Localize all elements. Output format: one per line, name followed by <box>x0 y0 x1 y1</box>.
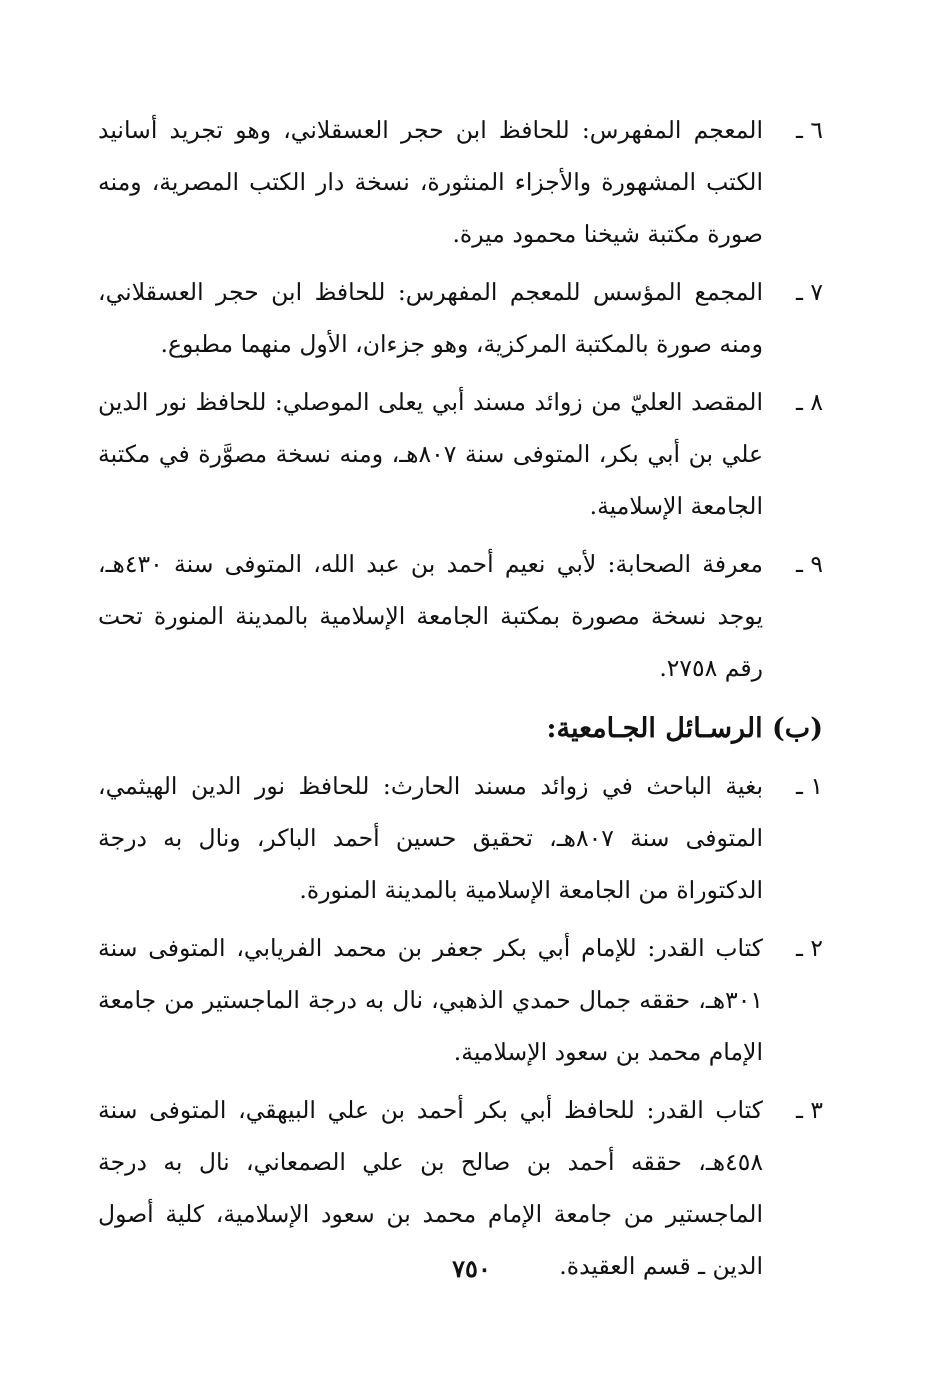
entry-text: كتاب القدر: للإمام أبي بكر جعفر بن محمد الفريابي، المتوفى سنة ٣٠١هـ، حققه جمال حمدي الذهبي، نال به درجة الماجستير من جامعة الإمام محمد بن سعود الإسلامية. <box>98 934 763 1066</box>
entry-number: ٩ ـ <box>796 550 823 578</box>
entry-number: ١ ـ <box>796 772 823 800</box>
entry-number: ٨ ـ <box>796 388 823 416</box>
entry-text: بغية الباحث في زوائد مسند الحارث: للحافظ نور الدين الهيثمي، المتوفى سنة ٨٠٧هـ، تحقيق حسين أحمد الباكر، ونال به درجة الدكتوراة من الجامعة الإسلامية بالمدينة المنورة. <box>98 772 763 904</box>
list-item <box>98 104 823 260</box>
list-item <box>98 922 823 1078</box>
entry-number: ٧ ـ <box>796 278 823 306</box>
page-number: ٧٥٠ <box>452 1254 491 1283</box>
entries-list-b <box>98 760 823 1292</box>
entry-text: كتاب القدر: للحافظ أبي بكر أحمد بن علي البيهقي، المتوفى سنة ٤٥٨هـ، حققه أحمد بن صالح بن علي الصمعاني، نال به درجة الماجستير من جامعة الإمام محمد بن سعود الإسلامية، كلية أصول الدين ـ قسم العقيدة. <box>98 1096 763 1280</box>
list-item <box>98 266 823 370</box>
entry-text: المجمع المؤسس للمعجم المفهرس: للحافظ ابن حجر العسقلاني، ومنه صورة بالمكتبة المركزية، وهو جزءان، الأول منهما مطبوع. <box>98 278 763 358</box>
entry-text: المعجم المفهرس: للحافظ ابن حجر العسقلاني، وهو تجريد أسانيد الكتب المشهورة والأجزاء المنثورة، نسخة دار الكتب المصرية، ومنه صورة مكتبة شيخنا محمود ميرة. <box>98 116 763 248</box>
entry-number: ٣ ـ <box>796 1096 823 1124</box>
entries-list-a <box>98 104 823 694</box>
entry-number: ٦ ـ <box>796 116 823 144</box>
document-page <box>98 104 823 1298</box>
list-item <box>98 760 823 916</box>
entry-number: ٢ ـ <box>796 934 823 962</box>
entry-text: المقصد العليّ من زوائد مسند أبي يعلى الموصلي: للحافظ نور الدين علي بن أبي بكر، المتوفى سنة ٨٠٧هـ، ومنه نسخة مصوَّرة في مكتبة الجامعة الإسلامية. <box>98 388 764 520</box>
list-item <box>98 376 823 532</box>
entry-text: معرفة الصحابة: لأبي نعيم أحمد بن عبد الله، المتوفى سنة ٤٣٠هـ، يوجد نسخة مصورة بمكتبة الجامعة الإسلامية بالمدينة المنورة تحت رقم ٢٧٥٨. <box>98 550 763 682</box>
list-item <box>98 538 823 694</box>
section-heading-university-theses: (ب) الرسـائل الجـامعية: <box>546 713 823 744</box>
